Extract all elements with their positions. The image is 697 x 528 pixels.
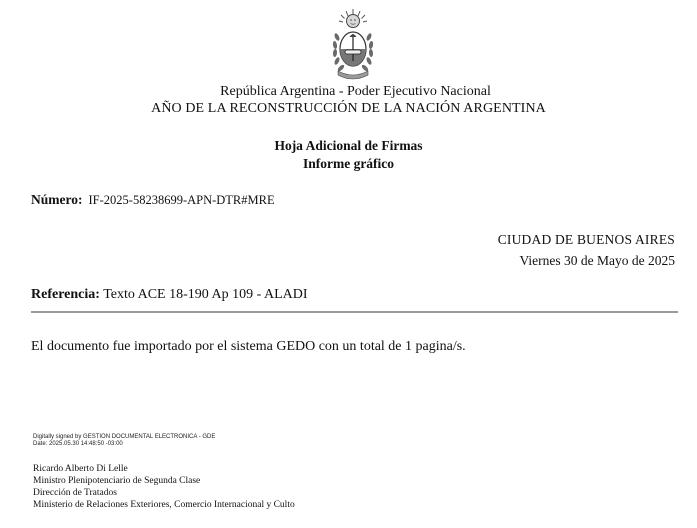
horizontal-rule <box>31 311 678 313</box>
signer-role: Ministro Plenipotenciario de Segunda Clase <box>33 476 201 486</box>
document-title: Hoja Adicional de Firmas <box>274 138 423 153</box>
document-number-value: IF-2025-58238699-APN-DTR#MRE <box>88 193 275 207</box>
document-number <box>31 192 275 208</box>
signer-ministry: Ministerio de Relaciones Exteriores, Comercio Internacional y Culto <box>33 500 295 510</box>
document-subtitle: Informe gráfico <box>302 156 395 171</box>
digital-signature-date: Date: 2025.05.30 14:48:50 -03:00 <box>33 441 123 447</box>
body-text: El documento fue importado por el sistema GEDO con un total de 1 pagina/s. <box>31 339 466 354</box>
national-coat-of-arms-seal <box>330 7 376 83</box>
signer-name: Ricardo Alberto Di Lelle <box>33 464 128 474</box>
signer-block <box>33 463 295 511</box>
digital-signature-block <box>33 434 215 448</box>
reference-value: Texto ACE 18-190 Ap 109 - ALADI <box>103 287 308 302</box>
city: CIUDAD DE BUENOS AIRES <box>497 232 675 247</box>
date: Viernes 30 de Mayo de 2025 <box>519 253 675 268</box>
header-line-1: República Argentina - Poder Ejecutivo Nacional <box>220 84 491 99</box>
document-number-label: Número: <box>31 192 83 207</box>
header-line-2: AÑO DE LA RECONSTRUCCIÓN DE LA NACIÓN ARGENTINA <box>151 101 546 116</box>
reference <box>31 287 308 303</box>
signer-unit: Dirección de Tratados <box>33 488 117 498</box>
digital-signature-line-1: Digitally signed by GESTION DOCUMENTAL ELECTRONICA - GDE <box>33 434 216 440</box>
reference-label: Referencia: <box>31 287 100 302</box>
